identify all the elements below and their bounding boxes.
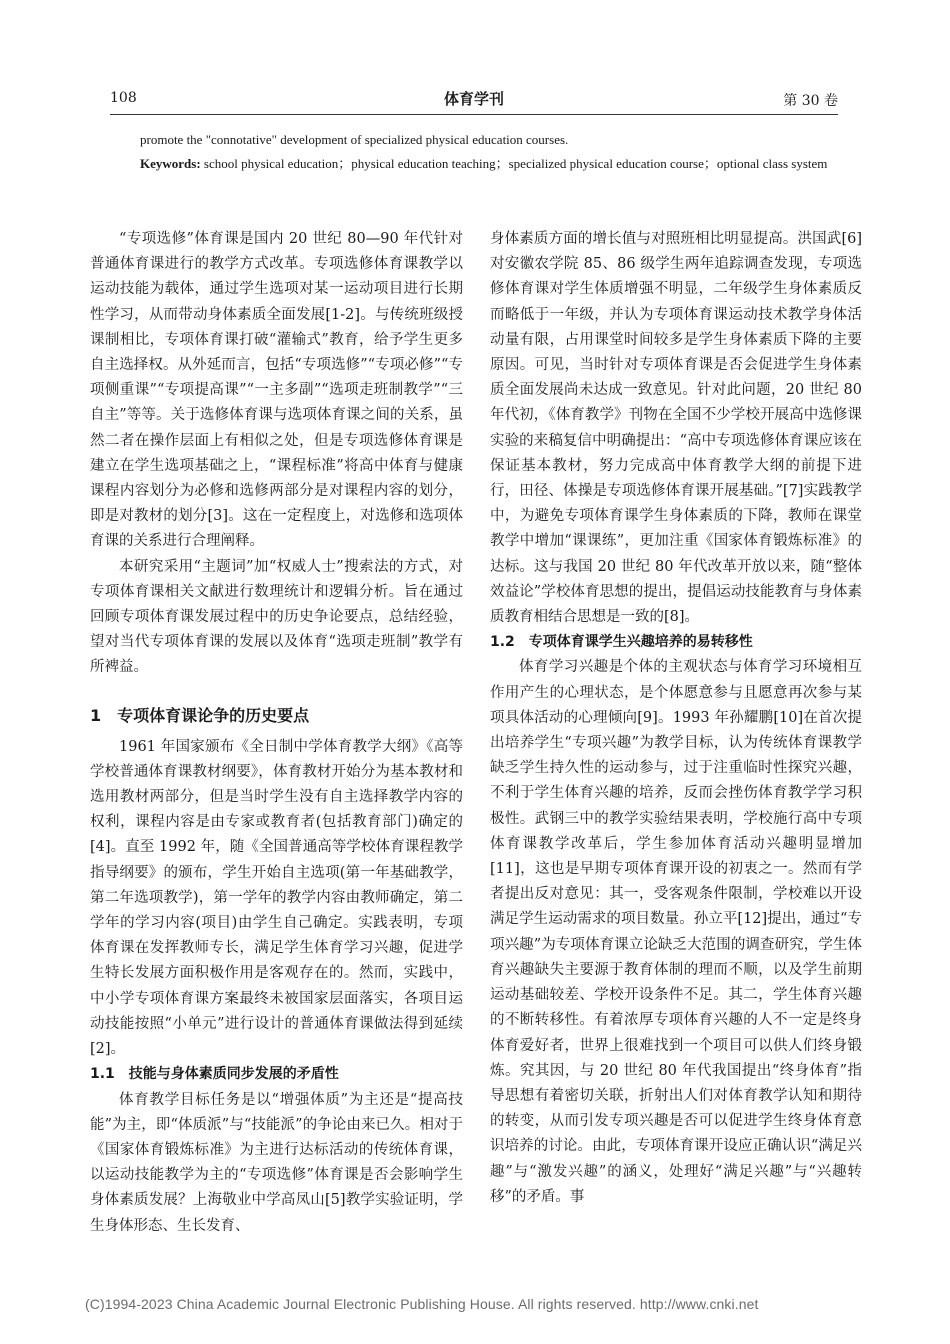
subsection-heading-1-2: 1.2 专项体育课学生兴趣培养的易转移性 (490, 634, 753, 651)
subsection-1-2-paragraph: 体育学习兴趣是个体的主观状态与体育学习环境相互作用产生的心理状态，是个体愿意参与且愿意再次参与某项具体活动的心理倾向[9]。1993 年孙耀鹏[10]在首次提出培养学生“专项兴趣”为教学目标，认为传统体育课教学缺乏学生持久性的运动参与，过于注重临时性探究兴趣，不利于学生体育兴趣的培养，反而会挫伤体育教学学习积极性。武钢三中的教学实验结果表明，学校施行高中专项体育课教学改革后，学生参加体育活动兴趣明显增加[11]，这也是早期专项体育课开设的初衷之一。然而有学者提出反对意见：其一，受客观条件限制，学校难以开设满足学生运动需求的项目数量。孙立平[12]提出，通过“专项兴趣”为专项体育课立论缺乏大范围的调查研究，学生体育兴趣缺失主要源于教育体制的理而不顺，以及学生前期运动基础较差、学校开设条件不足。其二，学生体育兴趣的不断转移性。有着浓厚专项体育兴趣的人不一定是终身体育爱好者，世界上很难找到一个项目可以供人们终身锻炼。究其因，与 20 世纪 80 年代我国提出“终身体育”指导思想有着密切关联，折射出人们对体育教学认知和期待的转变，从而引发专项兴趣是否可以促进学生终身体育意识培养的讨论。由此，专项体育课开设应正确认识“满足兴趣”与“激发兴趣”的涵义，处理好“满足兴趣”与“兴趣转移”的矛盾。事 (490, 659, 862, 1205)
section-heading-1: 1 专项体育课论争的历史要点 (90, 705, 310, 725)
copyright-footer: (C)1994-2023 China Academic Journal Electronic Publishing House. All rights reserved. http://www.cnki.net (85, 1296, 759, 1312)
intro-paragraph-2: 本研究采用“主题词”加“权威人士”搜索法的方式，对专项体育课相关文献进行数理统计和逻辑分析。旨在通过回顾专项体育课发展过程中的历史争论要点，总结经验，望对当代专项体育课的发展以及体育“选项走班制”教学有所裨益。 (90, 558, 463, 676)
right-column (490, 227, 862, 1210)
abstract-tail: promote the "connotative" development of specialized physical education courses. (140, 132, 569, 147)
journal-title: 体育学刊 (443, 90, 504, 108)
intro-paragraph-1: “专项选修”体育课是国内 20 世纪 80—90 年代针对普通体育课进行的教学方式改革。专项选修体育课教学以运动技能为载体，通过学生选项对某一运动项目进行长期性学习，从而带动身体素质全面发展[1-2]。与传统班级授课制相比，专项体育课打破“灌输式”教育，给予学生更多自主选择权。从外延而言，包括“专项选修”“专项必修”“专项侧重课”“专项提高课”“一主多副”“选项走班制教学”“三自主”等等。关于选修体育课与选项体育课之间的关系，虽然二者在操作层面上有相似之处，但是专项选修体育课是建立在学生选项基础之上，“课程标准”将高中体育与健康课程内容划分为必修和选修两部分是对课程内容的划分，即是对教材的划分[3]。这在一定程度上，对选修和选项体育课的关系进行合理阐释。 (90, 231, 463, 550)
page-number: 108 (110, 90, 137, 106)
keywords-label: Keywords: (140, 156, 201, 171)
subsection-1-1-paragraph: 体育教学目标任务是以“增强体质”为主还是“提高技能”为主，即“体质派”与“技能派”的争论由来已久。相对于《国家体育锻炼标准》为主进行达标活动的传统体育课，以运动技能教学为主的“专项选修”体育课是否会影响学生身体素质发展？上海敬业中学高凤山[5]教学实验证明，学生身体形态、生长发育、 (90, 1091, 463, 1234)
keywords-line (140, 152, 830, 176)
header-rule (110, 114, 838, 115)
keywords-text: school physical education；physical education teaching；specialized physical education course；optional class system (200, 156, 828, 171)
left-column (90, 227, 463, 1239)
running-header (110, 88, 838, 110)
continued-paragraph: 身体素质方面的增长值与对照班相比明显提高。洪国武[6]对安徽农学院 85、86 级学生两年追踪调查发现，专项选修体育课对学生体质增强不明显，二年级学生身体素质反而略低于一年级，并认为专项体育课运动技术教学身体活动量有限，占用课堂时间较多是学生身体素质下降的主要原因。可见，当时针对专项体育课是否会促进学生身体素质全面发展尚未达成一致意见。针对此问题，20 世纪 80 年代初，《体育教学》刊物在全国不少学校开展高中选修课实验的来稿复信中明确提出：“高中专项选修体育课应该在保证基本教材，努力完成高中体育教学大纲的前提下进行，田径、体操是专项选修体育课开展基础。”[7]实践教学中，为避免专项体育课学生身体素质的下降，教师在课堂教学中增加“课课练”，更加注重《国家体育锻炼标准》的达标。这与我国 20 世纪 80 年代改革开放以来，随“整体效益论”学校体育思想的提出，提倡运动技能教育与身体素质教育相结合思想是一致的[8]。 (490, 231, 862, 626)
subsection-heading-1-1: 1.1 技能与身体素质同步发展的矛盾性 (90, 1066, 339, 1083)
volume-label: 第 30 卷 (783, 93, 838, 109)
section-1-paragraph: 1961 年国家颁布《全日制中学体育教学大纲》《高等学校普通体育课教材纲要》，体育教材开始分为基本教材和选用教材两部分，但是当时学生没有自主选择教学内容的权利，课程内容是由专家或教育者(包括教育部门)确定的[4]。直至 1992 年，随《全国普通高等学校体育课程教学指导纲要》的颁布，学生开始自主选项(第一年基础教学，第二年选项教学)，第一学年的教学内容由教师确定，第二学年的学习内容(项目)由学生自己确定。实践表明，专项体育课在发挥教师专长，满足学生体育学习兴趣，促进学生特长发展方面积极作用是客观存在的。然而，实践中，中小学专项体育课方案最终未被国家层面落实，各项目运动技能按照“小单元”进行设计的普通体育课做法得到延续[2]。 (90, 738, 463, 1058)
